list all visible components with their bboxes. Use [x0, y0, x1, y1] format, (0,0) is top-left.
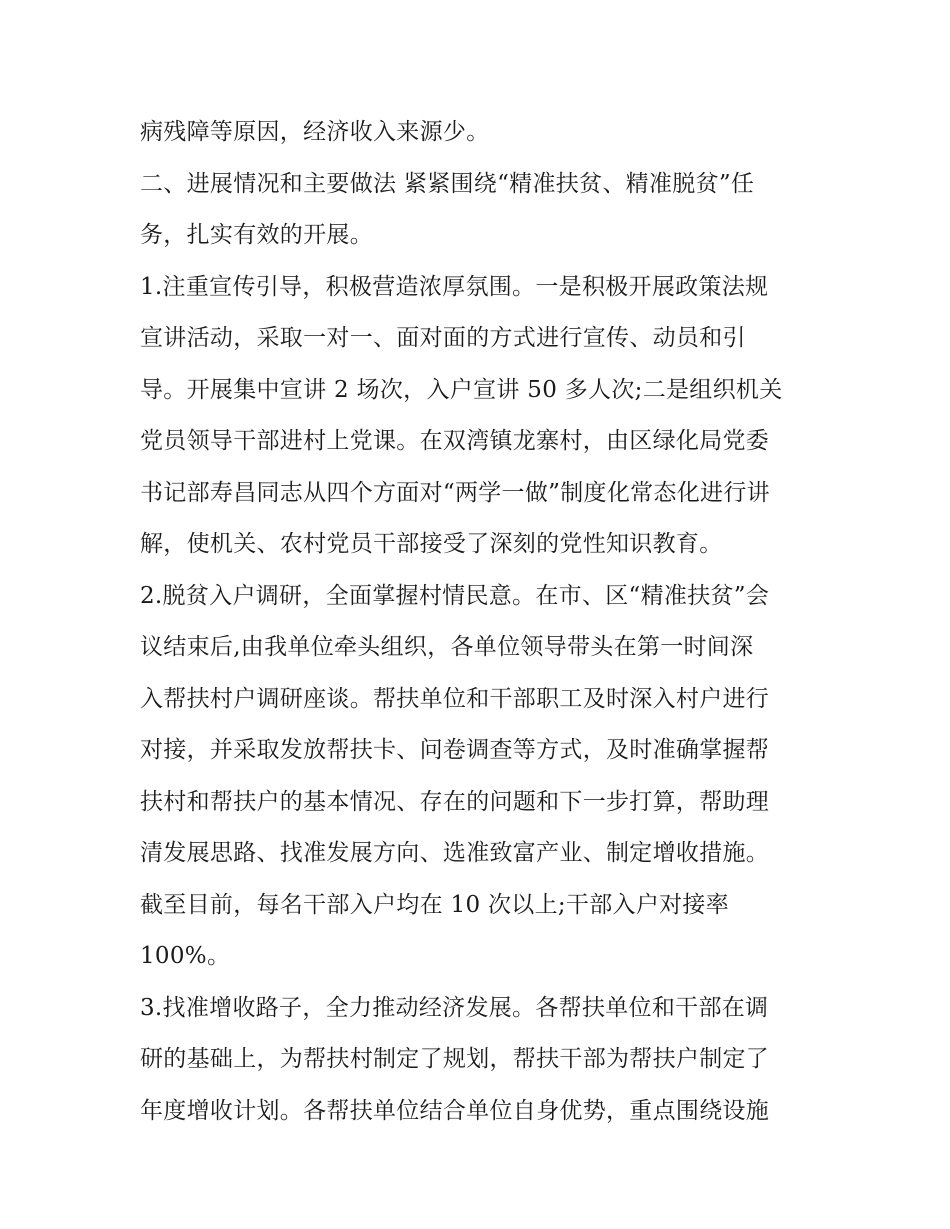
text-line: 病残障等原因，经济收入来源少。	[140, 119, 490, 145]
text-line: 宣讲活动，采取一对一、面对面的方式进行宣传、动员和引	[140, 325, 746, 351]
document-body	[140, 107, 830, 1137]
text-line: 议结束后,由我单位牵头组织，各单位领导带头在第一时间深	[140, 634, 754, 660]
text-line: 务，扎实有效的开展。	[140, 222, 373, 248]
text-line: 党员领导干部进村上党课。在双湾镇龙寨村，由区绿化局党委	[140, 428, 770, 454]
item-3-heading-line: 3.找准增收路子，全力推动经济发展。各帮扶单位和干部在调	[140, 994, 769, 1021]
text-line: 100%。	[140, 943, 231, 969]
text-line: 年度增收计划。各帮扶单位结合单位自身优势，重点围绕设施	[140, 1097, 770, 1124]
text-line: 入帮扶村户调研座谈。帮扶单位和干部职工及时深入村户进行	[140, 685, 770, 712]
section-heading-line: 二、进展情况和主要做法 紧紧围绕“精准扶贫、精准脱贫”任	[140, 170, 755, 197]
item-1-heading-line: 1.注重宣传引导，积极营造浓厚氛围。一是积极开展政策法规	[140, 273, 769, 300]
text-line: 扶村和帮扶户的基本情况、存在的问题和下一步打算，帮助理	[140, 788, 770, 815]
text-line: 清发展思路、找准发展方向、选准致富产业、制定增收措施。	[140, 840, 770, 866]
text-line: 书记部寿昌同志从四个方面对“两学一做”制度化常态化进行讲	[140, 479, 770, 506]
item-2-heading-line: 2.脱贫入户调研，全面掌握村情民意。在市、区“精准扶贫”会	[140, 582, 770, 609]
text-line: 研的基础上，为帮扶村制定了规划，帮扶干部为帮扶户制定了	[140, 1046, 770, 1072]
text-line: 对接，并采取发放帮扶卡、问卷调查等方式，及时准确掌握帮	[140, 737, 770, 763]
text-line: 截至目前，每名干部入户均在 10 次以上;干部入户对接率	[140, 891, 730, 918]
text-line: 导。开展集中宣讲 2 场次，入户宣讲 50 多人次;二是组织机关	[140, 376, 783, 403]
text-line: 解，使机关、农村党员干部接受了深刻的党性知识教育。	[140, 531, 723, 557]
